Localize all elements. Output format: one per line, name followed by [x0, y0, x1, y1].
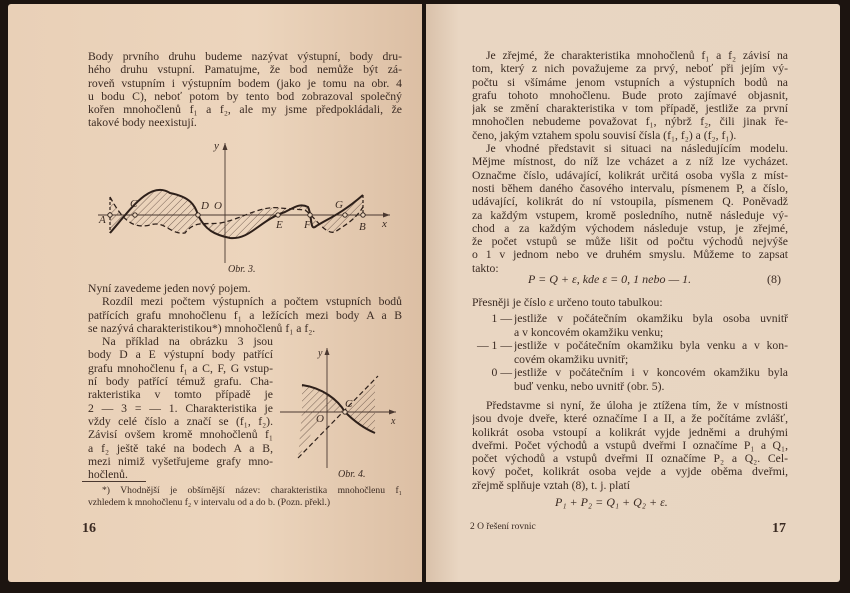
- text-line: u bodu C), neboť potom by tento bod zobrazoval společný: [88, 89, 402, 103]
- text-line: Nyní zavedeme jeden nový pojem.: [88, 282, 251, 295]
- text-line: 2 — 3 = — 1. Charakteristika je: [88, 401, 273, 415]
- text-line: jak se změní charakteristika v tom případě, jestliže za první: [472, 102, 788, 116]
- paragraph-dependence: [472, 49, 788, 142]
- text-line: Závisí ovšem kromě mnohočlenů f₁: [88, 428, 273, 442]
- paragraph-intro: [88, 50, 402, 130]
- text-line: hočlenů.: [88, 468, 128, 482]
- text-line: takové body neexistují.: [88, 116, 197, 130]
- text-line: buď venku, nebo uvnitř (obr. 5).: [514, 379, 665, 393]
- text-line: jestliže v počátečním okamžiku byla osoba uvnitř: [514, 312, 788, 325]
- text-line: za každým vstupem, kromě posledního, nutně následuje vý-: [472, 208, 788, 222]
- text-line: jestliže v počátečním i v koncovém okamžiku byla: [514, 366, 788, 380]
- text-line: body D a E výstupní body patřící: [88, 348, 273, 362]
- table-row: [472, 366, 788, 393]
- text-line: takto:: [472, 261, 499, 275]
- label-F: F: [304, 219, 311, 231]
- text-line: mezi nimiž vyšetřujeme grafy mno-: [88, 454, 273, 468]
- text-line: kořen mnohočlenů f₁ a f₂, ale my jsme předpokládali, že: [88, 103, 402, 117]
- label-C: C: [130, 198, 138, 210]
- figure-4: [278, 340, 403, 482]
- page-number-right: 17: [772, 521, 786, 536]
- equation-8-number: (8): [767, 272, 781, 286]
- label-G: G: [335, 199, 343, 211]
- text-line: Na příklad na obrázku 3 jsou: [102, 335, 273, 349]
- figure-4-caption: Obr. 4.: [338, 469, 366, 480]
- text-line: o 1 v jednom nebo ve druhém smyslu. Můžeme to zapsat: [472, 248, 788, 262]
- text-line: nosti během daného časového intervalu, písmenem P, a číslo,: [472, 181, 788, 195]
- paragraph-new-concept: [88, 282, 402, 295]
- hatched-area: [110, 190, 363, 238]
- text-line: Přesněji je číslo ε určeno touto tabulkou:: [472, 296, 663, 309]
- label-E: E: [276, 219, 283, 231]
- paragraph-characteristic-definition: [88, 295, 402, 335]
- page-number-left: 16: [82, 521, 96, 536]
- epsilon-value: — 1 —: [476, 339, 512, 353]
- text-line: patřících grafu mnohočlenu f₁ a ležících mezi body A a B: [88, 308, 402, 322]
- text-line: a f₂ ještě také na bodech A a B,: [88, 441, 273, 455]
- text-line: jsou dvoje dveře, které označíme I a II, a že počítáme zvlášť,: [472, 412, 788, 426]
- text-line: kový počet, kolikrát osoba vejde a vyjde oběma dveřmi,: [472, 465, 788, 479]
- text-line: grafu tohoto mnohočlenu. Bude proto zajímavé objasnit,: [472, 88, 788, 102]
- text-line: vzhledem k mnohočlenu f₂ v intervalu od a do b. (Pozn. překl.): [88, 497, 331, 509]
- epsilon-table: [472, 312, 788, 394]
- text-line: dveřmi. Počet východů a vstupů dveřmi I označíme P₁ a Q₁,: [472, 438, 788, 452]
- text-line: rakteristika v tomto případě je: [88, 388, 273, 402]
- label-C: C: [345, 398, 353, 410]
- text-line: počet východů a vstupů dveřmi II označíme P₂ a Q₂. Cel-: [472, 452, 788, 466]
- text-line: roveň vstupním i výstupním bodem (jako je tomu na obr. 4: [88, 76, 402, 90]
- label-O: O: [214, 200, 222, 212]
- text-line: jestliže v počátečním okamžiku byla venku a v kon-: [514, 339, 788, 353]
- equation-8: P = Q + ε, kde ε = 0, 1 nebo — 1.: [528, 272, 692, 286]
- paragraph-two-doors: [472, 399, 788, 492]
- text-line: hého druhu vstupní. Pamatujme, že bod nemůže být zá-: [88, 63, 402, 77]
- text-line: a v koncovém okamžiku venku;: [514, 325, 664, 339]
- paragraph-table-intro: [472, 296, 788, 309]
- text-line: se nazývá charakteristikou*) mnohočlenů f₁ a f₂.: [88, 321, 316, 335]
- footnote: [88, 485, 402, 510]
- label-y: y: [318, 348, 323, 359]
- label-x: x: [382, 218, 387, 230]
- text-line: grafu mnohočlenu f₁ a C, F, G vstup-: [88, 361, 273, 375]
- text-line: chod a za každým východem následuje vstup, je zřejmé,: [472, 221, 788, 235]
- text-line: mnohočlen nebudeme považovat f₁, nýbrž f₂, čili jinak ře-: [472, 115, 788, 129]
- chapter-footer: 2 O řešení rovnic: [470, 522, 536, 532]
- paragraph-example: [88, 335, 273, 481]
- text-line: Označme číslo, udávající, kolikrát určitá osoba vyšla z míst-: [472, 168, 788, 182]
- text-line: Je vhodné představit si situaci na následujícím modelu.: [486, 142, 788, 156]
- label-O: O: [316, 413, 324, 425]
- table-row: [472, 339, 788, 366]
- text-line: že počet vstupů se může lišit od počtu východů nejvýše: [472, 235, 788, 249]
- text-line: kolikrát osoba vstoupí a kolikrát vyjde jedněmi a druhými: [472, 425, 788, 439]
- epsilon-value: 1 —: [491, 312, 512, 325]
- label-B: B: [359, 221, 366, 233]
- label-A: A: [99, 214, 106, 226]
- epsilon-value: 0 —: [491, 366, 512, 380]
- text-line: vždy celé číslo a značí se (f₁, f₂).: [88, 414, 273, 428]
- text-line: zřejmě splňuje vztah (8), t. j. platí: [472, 478, 631, 492]
- figure-3: [90, 135, 400, 280]
- text-line: tom, který z nich považujeme za prvý, neboť při jejím vý-: [472, 62, 788, 76]
- label-D: D: [201, 200, 209, 212]
- text-line: počtu si všímáme jenom vstupních a výstupních bodů na: [472, 75, 788, 89]
- label-x: x: [391, 416, 396, 427]
- text-line: Mějme místnost, do níž lze vcházet a z níž lze vycházet.: [472, 155, 788, 169]
- paragraph-room-model: [472, 142, 788, 275]
- text-line: čeno, jakým vztahem spolu souvisí čísla (f₁, f₂) a (f₂, f₁).: [472, 128, 737, 142]
- label-y: y: [214, 140, 219, 152]
- text-line: covém okamžiku uvnitř;: [514, 352, 629, 366]
- text-line: Představme si nyní, že úloha je ztížena tím, že v místnosti: [486, 399, 788, 412]
- equation-two-doors: P₁ + P₂ = Q₁ + Q₂ + ε.: [555, 495, 668, 509]
- figure-3-caption: Obr. 3.: [228, 264, 256, 275]
- text-line: *) Vhodnější je obšírnější název: charakteristika mnohočlenu f₁: [102, 485, 402, 496]
- text-line: Body prvního druhu budeme nazývat výstupní, body dru-: [88, 50, 402, 63]
- table-row: [472, 312, 788, 339]
- footnote-rule: [82, 481, 146, 482]
- text-line: udávající, kolikrát do ní vstoupila, písmenem Q. Poněvadž: [472, 195, 788, 209]
- text-line: ní body patřící témuž grafu. Cha-: [88, 375, 273, 389]
- text-line: Je zřejmé, že charakteristika mnohočlenů f₁ a f₂ závisí na: [486, 49, 788, 62]
- text-line: Rozdíl mezi počtem výstupních a počtem vstupních bodů: [102, 295, 402, 309]
